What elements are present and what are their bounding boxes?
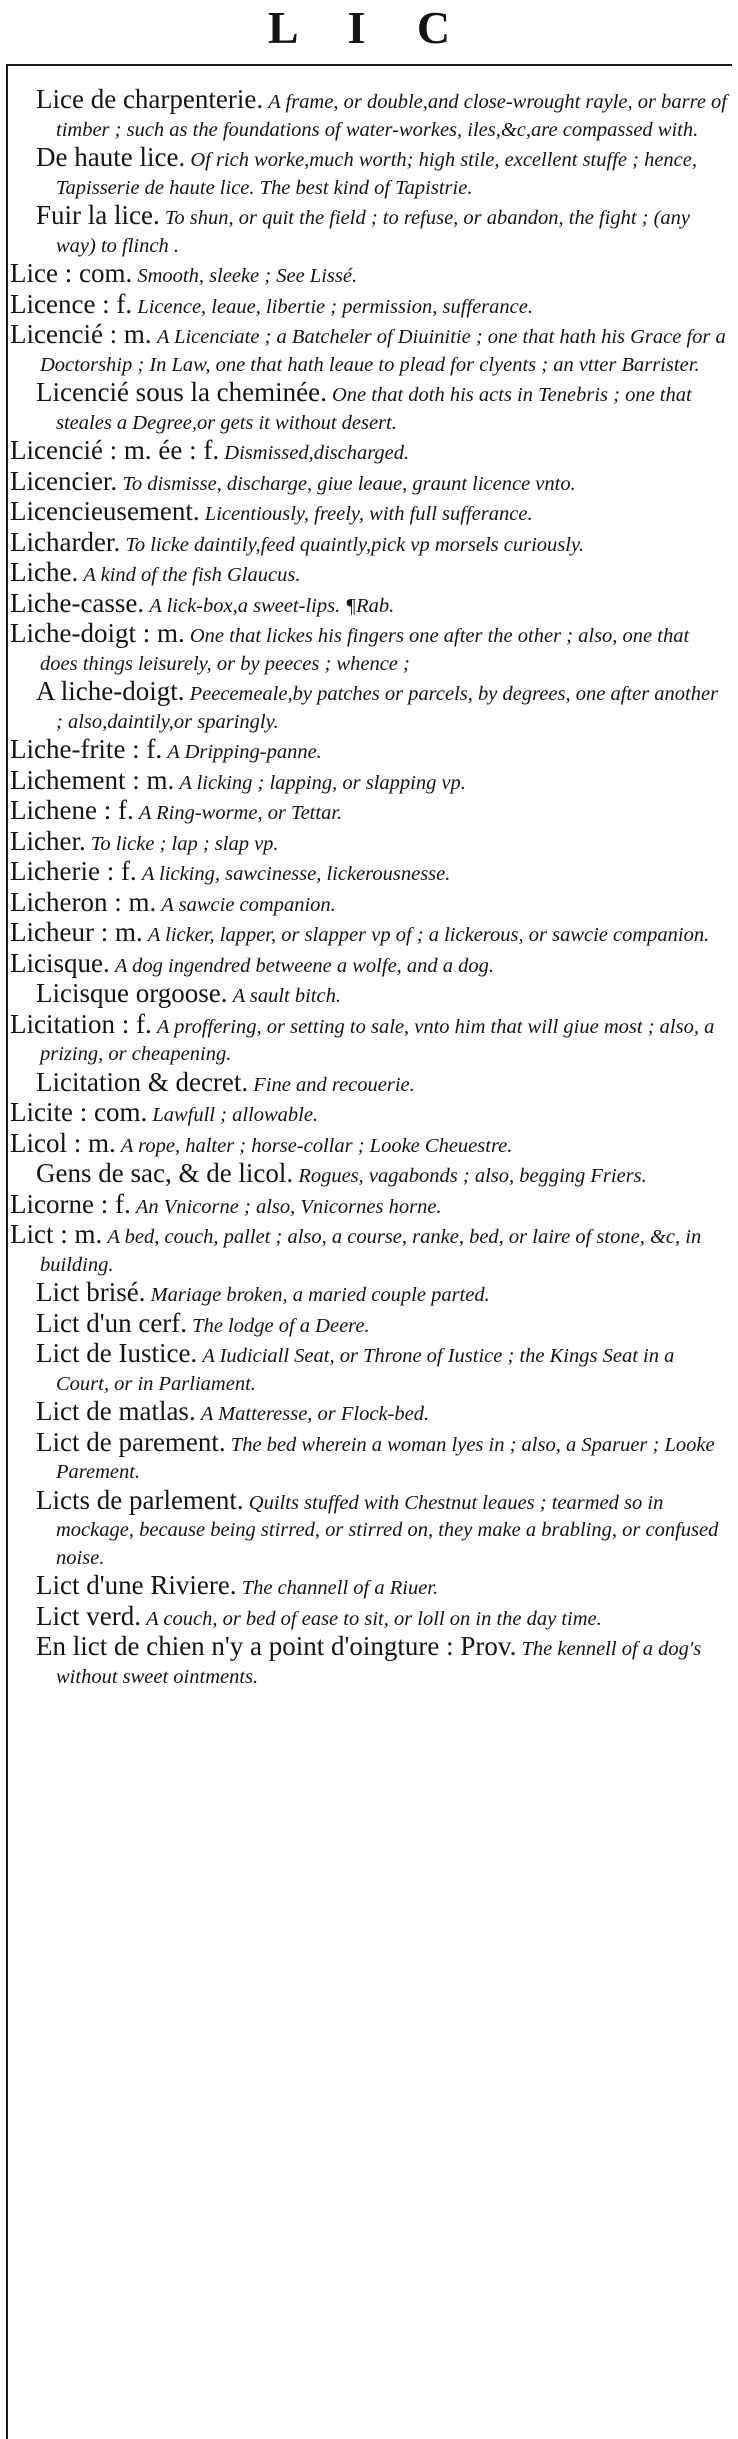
dictionary-subentry (0, 1633, 738, 1691)
entry-headword: Licencier. (10, 465, 118, 496)
dictionary-entry (0, 288, 738, 322)
entry-headword: Liche-frite : f. (10, 734, 163, 764)
top-rule (6, 64, 732, 66)
dictionary-subentry (0, 678, 738, 736)
entry-headword: Licencié : m. ée : f. (10, 435, 220, 465)
dictionary-entry (0, 736, 738, 767)
entry-definition: A Iudiciall Seat, or Throne of Iustice ; the Kings Seat in a Court, or in Parliament. (56, 1345, 675, 1395)
page-header: L I C (267, 2, 471, 53)
entry-headword: Lict de parement. (36, 1426, 226, 1457)
entry-headword: Licencié sous la cheminée. (36, 377, 327, 407)
entry-definition: A Dripping-panne. (167, 741, 322, 763)
entry-definition: Quilts stuffed with Chestnut leaues ; tearmed so in mockage, because being stirred, or stirred on, they make a brabling, or confused noise. (56, 1491, 719, 1569)
dictionary-subentry (0, 1426, 738, 1487)
entry-headword: A liche-doigt. (36, 676, 185, 706)
entry-definition: Mariage broken, a maried couple parted. (150, 1284, 490, 1306)
dictionary-entry (0, 886, 738, 920)
dictionary-subentry (0, 1279, 738, 1310)
dictionary-subentry (0, 1307, 738, 1341)
entry-headword: Liche-doigt : m. (10, 618, 185, 648)
entry-headword: Liche. (10, 557, 79, 587)
dictionary-subentry (0, 1484, 738, 1573)
dictionary-entry (0, 825, 738, 859)
entry-definition: A rope, halter ; horse-collar ; Looke Cheuestre. (120, 1134, 513, 1157)
dictionary-subentry (0, 144, 738, 202)
dictionary-subentry (0, 86, 738, 144)
dictionary-entry (0, 260, 738, 291)
dictionary-entry (0, 498, 738, 529)
dictionary-entry (0, 437, 738, 468)
entry-definition: One that lickes his fingers one after the other ; also, one that does things leisurely, or by peeces ; whence ; (40, 625, 690, 675)
dictionary-subentry (0, 379, 738, 437)
entry-headword: Liche-casse. (10, 587, 145, 618)
entry-definition: A frame, or double,and close-wrought rayle, or barre of timber ; such as the foundations of water-workes, iles,&c,are compassed with. (56, 91, 727, 141)
entry-headword: Fuir la lice. (36, 200, 160, 230)
entry-definition: A dog ingendred betweene a wolfe, and a dog. (114, 954, 495, 977)
entry-definition: A lick-box,a sweet-lips. ¶Rab. (149, 594, 395, 617)
dictionary-entry (0, 1008, 738, 1069)
dictionary-entry (0, 919, 738, 950)
dictionary-entry (0, 764, 738, 798)
entry-headword: Lict de Iustice. (36, 1338, 198, 1368)
dictionary-entry (0, 465, 738, 499)
entry-definition: Licence, leaue, libertie ; permission, sufferance. (137, 295, 533, 318)
dictionary-entry (0, 1221, 738, 1279)
entry-definition: Smooth, sleeke ; See Lissé. (137, 265, 358, 287)
dictionary-entry (0, 947, 738, 981)
entry-definition: A Ring-worme, or Tettar. (138, 802, 343, 824)
entry-definition: Of rich worke,much worth; high stile, excellent stuffe ; hence, Tapisserie de haute lice. The best kind of Tapistrie. (56, 149, 697, 199)
entry-headword: Licisque orgoose. (36, 978, 228, 1008)
entry-headword: Licol : m. (10, 1127, 116, 1158)
entry-headword: Gens de sac, & de licol. (36, 1158, 294, 1188)
entry-list (0, 86, 738, 1691)
entry-definition: One that doth his acts in Tenebris ; one that steales a Degree,or gets it without desert. (56, 384, 692, 434)
entry-headword: Licts de parlement. (36, 1484, 244, 1515)
dictionary-entry (0, 321, 738, 379)
entry-definition: Fine and recouerie. (253, 1073, 415, 1096)
entry-definition: A Matteresse, or Flock-bed. (200, 1403, 430, 1425)
entry-definition: A Licenciate ; a Batcheler of Diuinitie ; one that hath his Grace for a Doctorship ; In Law, one that hath leaue to plead for clyents ; an vtter Barrister. (40, 326, 726, 376)
dictionary-subentry (0, 1600, 738, 1634)
entry-headword: De haute lice. (36, 142, 186, 172)
dictionary-subentry (0, 1160, 738, 1191)
entry-definition: A licker, lapper, or slapper vp of ; a lickerous, or sawcie companion. (147, 924, 710, 946)
entry-headword: Lict verd. (36, 1600, 141, 1631)
entry-headword: Lichene : f. (10, 795, 134, 825)
entry-headword: Licite : com. (10, 1097, 148, 1127)
entry-headword: Lict de matlas. (36, 1396, 196, 1426)
entry-headword: Lice : com. (10, 258, 133, 288)
entry-definition: A proffering, or setting to sale, vnto him that will giue most ; also, a prizing, or cheapening. (40, 1015, 715, 1065)
entry-definition: A sault bitch. (232, 985, 341, 1007)
entry-definition: A bed, couch, pallet ; also, a course, ranke, bed, or laire of stone, &c, in building. (40, 1226, 702, 1276)
dictionary-entry (0, 1188, 738, 1222)
entry-headword: Lict brisé. (36, 1277, 146, 1307)
entry-headword: Lict d'un cerf. (36, 1307, 188, 1338)
entry-definition: The bed wherein a woman lyes in ; also, a Sparuer ; Looke Parement. (56, 1433, 715, 1483)
entry-definition: Lawfull ; allowable. (152, 1104, 319, 1126)
entry-definition: Dismissed,discharged. (224, 442, 410, 464)
entry-headword: Licorne : f. (10, 1188, 131, 1219)
dictionary-entry (0, 858, 738, 889)
entry-headword: Lict d'une Riviere. (36, 1570, 237, 1600)
entry-headword: Licheur : m. (10, 917, 143, 947)
entry-headword: Lict : m. (10, 1219, 103, 1249)
dictionary-subentry (0, 1340, 738, 1398)
entry-headword: Licencieusement. (10, 496, 200, 526)
dictionary-entry (0, 559, 738, 590)
entry-definition: A licking ; lapping, or slapping vp. (179, 771, 466, 794)
entry-headword: Licitation : f. (10, 1008, 152, 1039)
entry-definition: To licke daintily,feed quaintly,pick vp morsels curiously. (125, 533, 585, 556)
entry-definition: The lodge of a Deere. (192, 1314, 370, 1337)
entry-definition: A kind of the fish Glaucus. (83, 564, 301, 586)
dictionary-entry (0, 526, 738, 560)
entry-headword: Licher. (10, 825, 86, 856)
entry-headword: Licheron : m. (10, 886, 157, 917)
entry-definition: A licking, sawcinesse, lickerousnesse. (141, 863, 451, 885)
dictionary-subentry (0, 1572, 738, 1603)
entry-definition: Peecemeale,by patches or parcels, by degrees, one after another ; also,daintily,or sparingly. (56, 683, 719, 733)
entry-definition: Rogues, vagabonds ; also, begging Friers. (298, 1165, 647, 1187)
entry-headword: En lict de chien n'y a point d'oingture : Prov. (36, 1631, 517, 1661)
entry-headword: Lice de charpenterie. (36, 84, 264, 114)
entry-definition: Licentiously, freely, with full sufferance. (204, 503, 533, 525)
entry-definition: A couch, or bed of ease to sit, or loll on in the day time. (146, 1607, 602, 1630)
entry-headword: Licharder. (10, 526, 121, 557)
entry-headword: Licherie : f. (10, 856, 137, 886)
entry-definition: An Vnicorne ; also, Vnicornes horne. (135, 1195, 442, 1218)
entry-definition: To licke ; lap ; slap vp. (90, 832, 279, 855)
entry-definition: The channell of a Riuer. (241, 1577, 439, 1599)
entry-headword: Lichement : m. (10, 764, 175, 795)
dictionary-subentry (0, 1398, 738, 1429)
dictionary-entry (0, 797, 738, 828)
dictionary-subentry (0, 202, 738, 260)
entry-headword: Licitation & decret. (36, 1066, 249, 1097)
entry-headword: Licisque. (10, 947, 110, 978)
entry-definition: A sawcie companion. (161, 893, 336, 916)
entry-definition: To dismisse, discharge, giue leaue, graunt licence vnto. (122, 472, 576, 495)
dictionary-entry (0, 587, 738, 621)
dictionary-subentry (0, 1066, 738, 1100)
dictionary-entry (0, 1099, 738, 1130)
entry-headword: Licence : f. (10, 288, 133, 319)
entry-definition: To shun, or quit the field ; to refuse, or abandon, the fight ; (any way) to flinch . (56, 207, 691, 257)
dictionary-entry (0, 620, 738, 678)
entry-definition: The kennell of a dog's without sweet ointments. (56, 1638, 702, 1688)
entry-headword: Licencié : m. (10, 319, 152, 349)
dictionary-entry (0, 1127, 738, 1161)
dictionary-subentry (0, 980, 738, 1011)
